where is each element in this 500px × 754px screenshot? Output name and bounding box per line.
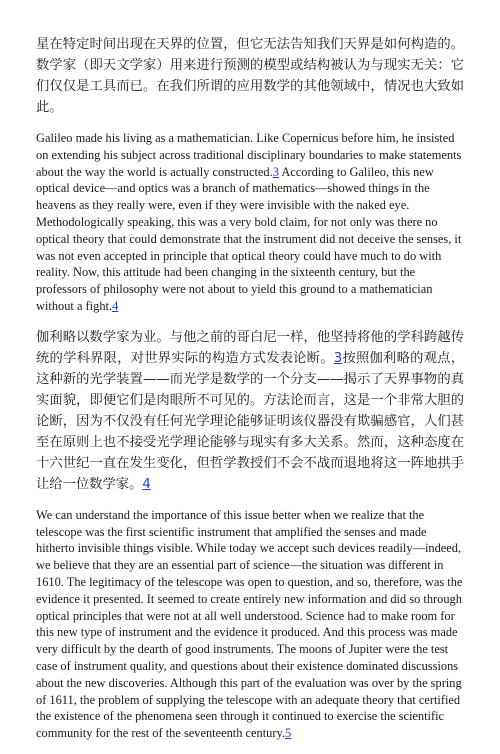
paragraph-text-continued: According to Galileo, this new optical device—and optics was a branch of mathematics—showed things in the heavens as they really were, even if they were invisible with the naked eye. Methodologically speaking, this was a very bold claim, for not only was there no optical theory that could demonstrate that the instrument did not deceive the senses, it was not even accepted in principle that optical theory could have much to do with reality. Now, this attitude had been changing in the sixteenth century, but the professors of philosophy were not about to yield this ground to a mathematician without a fight.: [36, 164, 462, 313]
footnote-link-4[interactable]: 4: [112, 298, 119, 313]
paragraph-en-2: [36, 507, 464, 742]
footnote-link-5[interactable]: 5: [285, 726, 292, 741]
paragraph-text: 星在特定时间出现在天界的位置，但它无法告知我们天界是如何构造的。数学家（即天文学家）用来进行预测的模型或结构被认为与现实无关：它们仅仅是工具而已。在我们所谓的应用数学的其他领域中，情况也大致如此。: [36, 37, 464, 115]
paragraph-zh-1: [36, 34, 464, 118]
document-page: [36, 34, 464, 754]
paragraph-text-continued: 按照伽利略的观点，这种新的光学装置——而光学是数学的一个分支——揭示了天界事物的真实面貌，即便它们是肉眼所不可见的。方法论而言，这是一个非常大胆的论断，因为不仅没有任何光学理论能够证明该仪器没有欺骗感官，人们甚至在原则上也不接受光学理论能够与现实有多大关系。然而，这种态度在十六世纪一直在发生变化，但哲学教授们不会不战而退地将这一阵地拱手让给一位数学家。: [36, 350, 465, 492]
paragraph-zh-2: [36, 327, 464, 495]
paragraph-text: We can understand the importance of this issue better when we realize that the telescope was the first scientific instrument that amplified the senses and made hitherto invisible things visible. While today we accept such devices readily—indeed, we believe that they are an essential part of science—the situation was different in 1610. The legitimacy of the telescope was open to question, and so, therefore, was the evidence it presented. It seemed to create entirely new information and did so through optical principles that were not at all well understood. Science had to make room for this new type of instrument and the evidence it produced. And this process was made very difficult by the dearth of good instruments. The moons of Jupiter were the test case of instrument quality, and questions about their existence dominated discussions about the new discoveries. Although this part of the evaluation was over by the spring of 1611, the problem of supplying the telescope with an adequate theory that certified the existence of the phenomena seen through it continued to exercise the scientific community for the rest of the seventeenth century.: [36, 507, 463, 741]
footnote-link-4[interactable]: 4: [142, 476, 151, 492]
paragraph-en-1: [36, 130, 464, 315]
footnote-link-3[interactable]: 3: [333, 350, 343, 366]
paragraph-text: 伽利略以数学家为业。与他之前的哥白尼一样，他坚持将他的学科跨越传统的学科界限，对世界实际的构造方式发表论断。: [36, 329, 464, 366]
footnote-link-3[interactable]: 3: [272, 164, 279, 179]
paragraph-text: Galileo made his living as a mathematician. Like Copernicus before him, he insisted on extending his subject across traditional disciplinary boundaries to make statements about the way the world is actually constructed.: [36, 131, 462, 179]
